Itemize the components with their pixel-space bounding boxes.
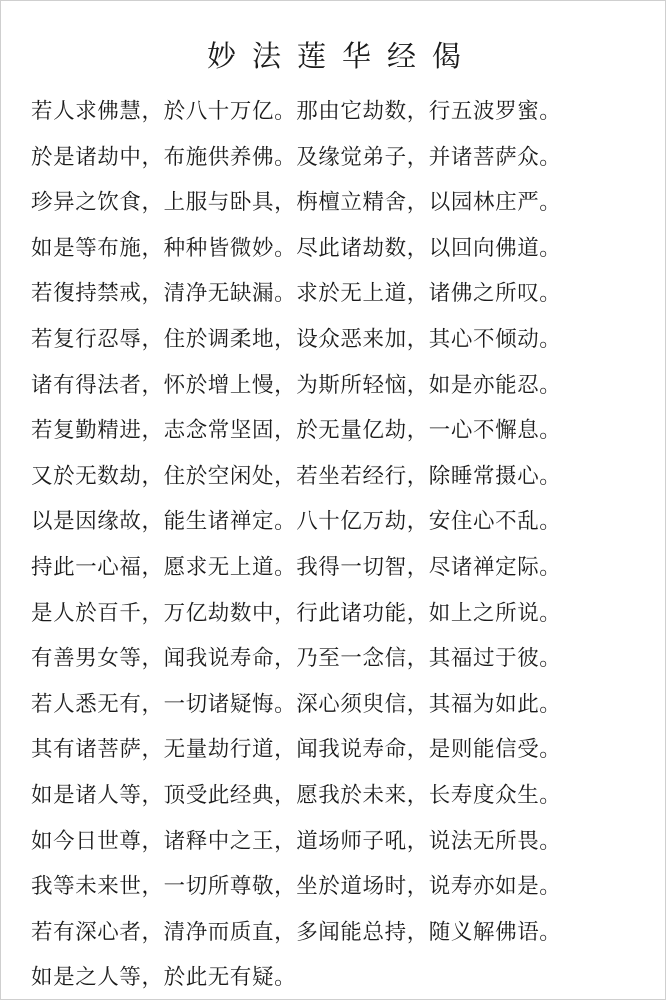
page-title: 妙法莲华经偈 xyxy=(206,39,477,73)
verse-line: 於是诸劫中，布施供养佛。及缘觉弟子，并诸菩萨众。 xyxy=(31,144,562,170)
verse-line: 其有诸菩萨，无量劫行道，闻我说寿命，是则能信受。 xyxy=(31,737,562,763)
verse-line: 若复行忍辱，住於调柔地，设众恶来加，其心不倾动。 xyxy=(31,326,562,352)
verse-line: 我等未来世，一切所尊敬，坐於道场时，说寿亦如是。 xyxy=(31,874,562,900)
verse-line: 又於无数劫，住於空闲处，若坐若经行，除睡常摄心。 xyxy=(31,463,562,489)
verse-block xyxy=(31,89,651,1001)
verse-line: 是人於百千，万亿劫数中，行此诸功能，如上之所说。 xyxy=(31,600,562,626)
verse-line: 若人求佛慧，於八十万亿。那由它劫数，行五波罗蜜。 xyxy=(31,99,562,124)
verse-line: 如今日世尊，诸释中之王，道场师子吼，说法无所畏。 xyxy=(31,828,562,854)
verse-line: 诸有得法者，怀於增上慢，为斯所轻恼，如是亦能忍。 xyxy=(31,372,562,398)
verse-line: 珍异之饮食，上服与卧具，栴檀立精舍，以园林庄严。 xyxy=(31,190,562,216)
verse-line: 如是等布施，种种皆微妙。尽此诸劫数，以回向佛道。 xyxy=(31,235,562,261)
verse-line: 以是因缘故，能生诸禅定。八十亿万劫，安住心不乱。 xyxy=(31,509,562,535)
verse-line: 若复勤精进，志念常坚固，於无量亿劫，一心不懈息。 xyxy=(31,418,562,444)
verse-line: 有善男女等，闻我说寿命，乃至一念信，其福过于彼。 xyxy=(31,646,562,672)
verse-line: 持此一心福，愿求无上道。我得一切智，尽诸禅定际。 xyxy=(31,554,562,580)
verse-line: 如是诸人等，顶受此经典，愿我於未来，长寿度众生。 xyxy=(31,782,562,808)
verse-line: 若有深心者，清净而质直，多闻能总持，随义解佛语。 xyxy=(31,919,562,945)
verse-line: 若人悉无有，一切诸疑悔。深心须臾信，其福为如此。 xyxy=(31,691,562,717)
verse-line: 如是之人等，於此无有疑。 xyxy=(31,965,297,991)
verse-line: 若復持禁戒，清净无缺漏。求於无上道，诸佛之所叹。 xyxy=(31,281,562,307)
